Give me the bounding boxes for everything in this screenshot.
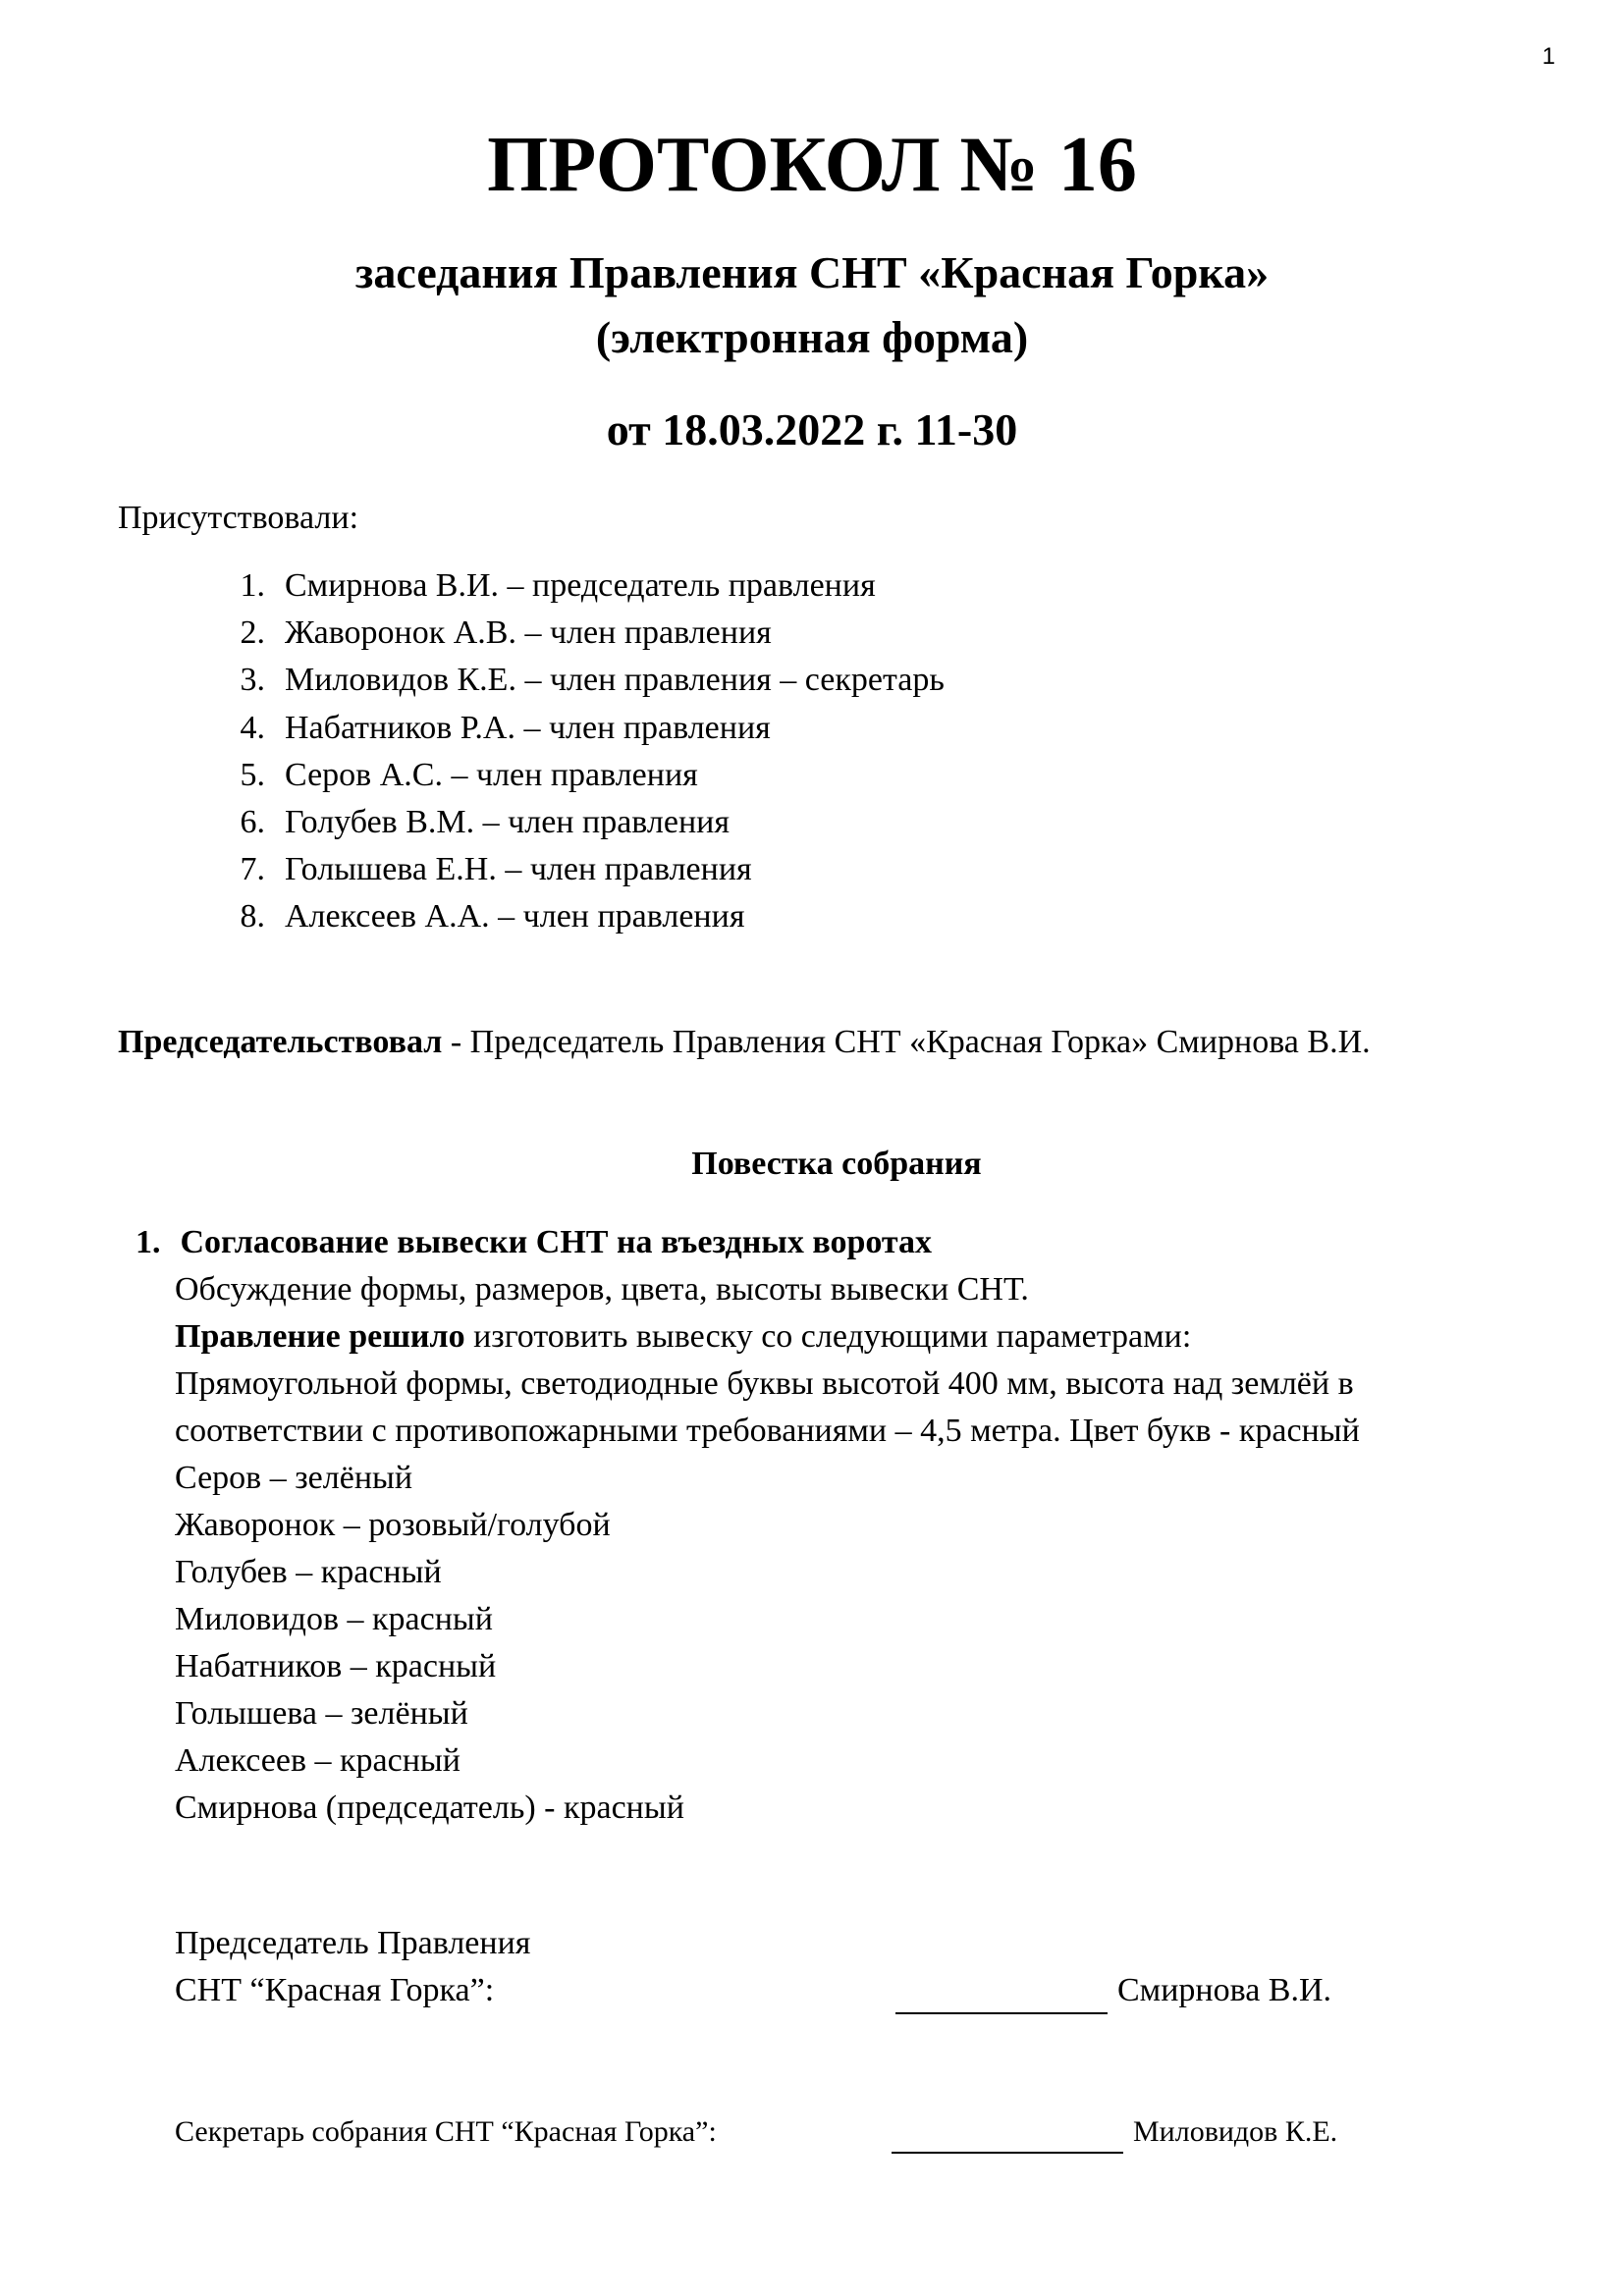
protocol-subtitle: заседания Правления СНТ «Красная Горка» — [354, 247, 1270, 297]
list-item-number: 6. — [240, 804, 265, 841]
agenda-item-number: 1. — [135, 1224, 161, 1260]
vote-line: Алексеев – красный — [175, 1742, 460, 1779]
chair-statement — [118, 1019, 1371, 1066]
secretary-signature-label: Секретарь собрания СНТ “Красная Горка”: — [175, 2115, 717, 2148]
list-item-text: Набатников Р.А. – член правления — [285, 709, 771, 746]
list-item — [204, 562, 945, 610]
decision-label: Правление решило — [175, 1318, 465, 1355]
decision-text: изготовить вывеску со следующими параметрами: — [464, 1318, 1192, 1355]
list-item — [204, 610, 945, 657]
secretary-signature-block — [892, 2110, 1337, 2154]
chair-signature-name: Смирнова В.И. — [1117, 1972, 1332, 2008]
vote-line: Голышева – зелёный — [175, 1695, 468, 1732]
protocol-title: ПРОТОКОЛ № 16 — [487, 122, 1137, 208]
chair-text: - Председатель Правления СНТ «Красная Горка» Смирнова В.И. — [442, 1024, 1371, 1060]
list-item-text: Смирнова В.И. – председатель правления — [285, 567, 876, 604]
discussion-text: Обсуждение формы, размеров, цвета, высоты вывески СНТ. — [175, 1271, 1029, 1308]
list-item-number: 7. — [240, 851, 265, 888]
secretary-signature-name: Миловидов К.Е. — [1133, 2115, 1338, 2148]
vote-line: Миловидов – красный — [175, 1601, 493, 1637]
list-item-text: Жаворонок А.В. – член правления — [285, 614, 772, 652]
list-item-number: 1. — [240, 567, 265, 604]
list-item-number: 5. — [240, 756, 265, 793]
list-item — [204, 705, 945, 752]
vote-line: Голубев – красный — [175, 1554, 442, 1590]
list-item-text: Серов А.С. – член правления — [285, 756, 698, 793]
chair-signature-line — [895, 1977, 1108, 2014]
list-item — [204, 893, 945, 940]
list-item-number: 3. — [240, 662, 265, 699]
list-item-number: 2. — [240, 614, 265, 652]
protocol-date: от 18.03.2022 г. 11-30 — [606, 404, 1018, 454]
list-item-number: 4. — [240, 709, 265, 746]
vote-line: Набатников – красный — [175, 1648, 497, 1684]
secretary-signature-line — [892, 2120, 1123, 2154]
params-line-1: Прямоугольной формы, светодиодные буквы высотой 400 мм, высота над землёй в — [175, 1365, 1354, 1402]
agenda-item-title — [135, 1219, 932, 1266]
vote-line: Смирнова (председатель) - красный — [175, 1789, 684, 1826]
vote-line: Серов – зелёный — [175, 1460, 413, 1496]
agenda-item-title-text: Согласование вывески СНТ на въездных воротах — [180, 1224, 933, 1260]
agenda-heading: Повестка собрания — [691, 1146, 982, 1182]
attendance-list — [204, 562, 945, 941]
agenda-item-body — [175, 1266, 1360, 1832]
list-item-text: Голышева Е.Н. – член правления — [285, 851, 752, 888]
list-item-number: 8. — [240, 898, 265, 935]
chair-signature-org: СНТ “Красная Горка”: — [175, 1972, 495, 2008]
decision-line — [175, 1313, 1360, 1361]
chair-label: Председательствовал — [118, 1024, 443, 1060]
page-number: 1 — [1542, 43, 1555, 70]
list-item — [204, 752, 945, 799]
vote-line: Жаворонок – розовый/голубой — [175, 1507, 611, 1543]
protocol-form-type: (электронная форма) — [595, 312, 1029, 362]
list-item-text: Алексеев А.А. – член правления — [285, 898, 745, 935]
list-item — [204, 846, 945, 893]
list-item — [204, 657, 945, 704]
params-line-2: соответствии с противопожарными требованиями – 4,5 метра. Цвет букв - красный — [175, 1413, 1360, 1449]
chair-signature-block — [895, 1967, 1331, 2014]
list-item — [204, 799, 945, 846]
list-item-text: Миловидов К.Е. – член правления – секретарь — [285, 662, 945, 699]
chair-signature-title: Председатель Правления — [175, 1925, 531, 1961]
list-item-text: Голубев В.М. – член правления — [285, 804, 730, 841]
attendance-label: Присутствовали: — [118, 500, 359, 536]
